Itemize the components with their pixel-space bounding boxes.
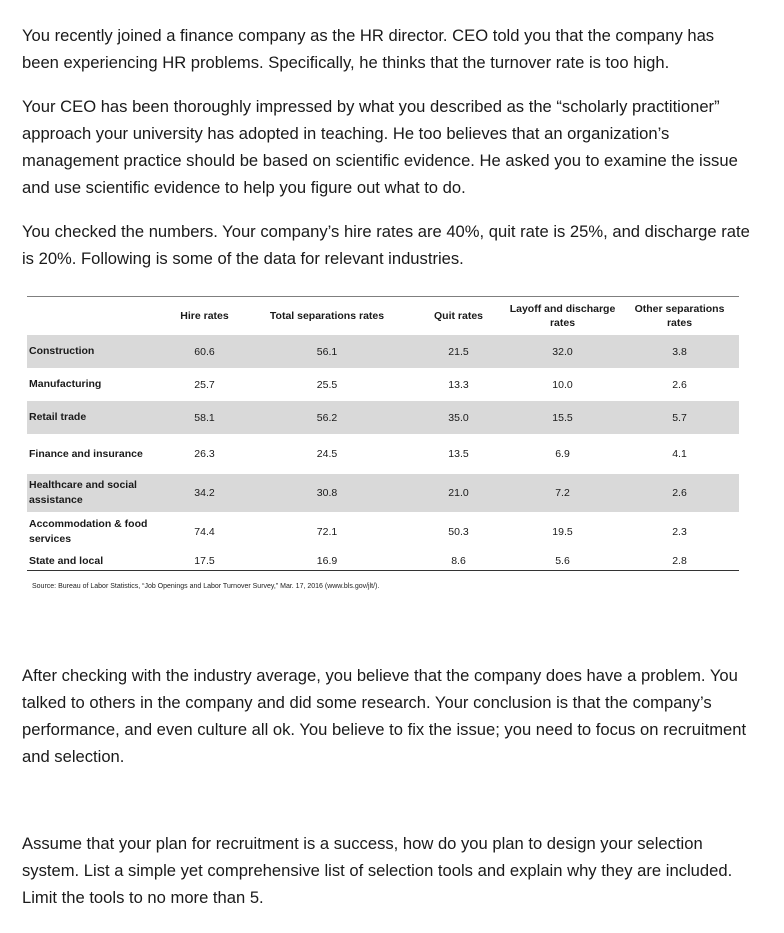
value-cell: 25.5	[316, 378, 338, 391]
value-cell: 5.7	[620, 401, 739, 434]
table-row	[27, 512, 739, 552]
value-cell: 13.5	[448, 448, 469, 460]
header-cell: Layoff and discharge rates	[509, 303, 616, 329]
table-row	[27, 434, 739, 474]
value-cell: 34.2	[167, 474, 242, 512]
numbers-paragraph: You checked the numbers. Your company’s hire rates are 40%, quit rate is 25%, and discharge rate is 20%. Following is some of the data for relevant industries.	[22, 222, 750, 268]
value-cell: 74.4	[194, 526, 215, 538]
table-row	[27, 368, 739, 401]
value-cell: 58.1	[167, 401, 242, 434]
value-cell: 72.1	[316, 526, 338, 538]
header-cell: Total separations rates	[269, 310, 385, 322]
value-cell: 7.2	[505, 474, 620, 512]
value-cell: 2.6	[620, 474, 739, 512]
value-cell: 16.9	[242, 552, 412, 571]
table-source-note: Source: Bureau of Labor Statistics, “Job Openings and Labor Turnover Survey,” Mar. 17, 2016 (www.bls.gov/jlt/).	[32, 583, 380, 590]
value-cell: 56.1	[242, 335, 412, 368]
header-cell	[27, 297, 167, 336]
value-cell: 3.8	[620, 335, 739, 368]
industry-cell: Finance and insurance	[29, 447, 143, 460]
table-row	[27, 552, 739, 571]
conclusion-paragraph: After checking with the industry average, you believe that the company does have a problem. You talked to others in the company and did some research. Your conclusion is that the company’s performance, and even culture all ok. You believe to fix the issue; you need to focus on recruitment and selection.	[22, 666, 747, 766]
industry-cell: Construction	[27, 335, 167, 368]
value-cell: 2.3	[672, 526, 687, 538]
value-cell: 24.5	[316, 448, 338, 460]
table-header-row	[27, 297, 739, 336]
industry-cell: Retail trade	[27, 401, 167, 434]
value-cell: 8.6	[412, 552, 505, 571]
value-cell: 17.5	[167, 552, 242, 571]
header-cell: Quit rates	[433, 310, 483, 322]
turnover-table	[27, 296, 739, 571]
value-cell: 26.3	[194, 448, 215, 460]
header-cell: Other separations rates	[634, 303, 725, 329]
value-cell: 56.2	[242, 401, 412, 434]
industry-cell: State and local	[27, 552, 167, 571]
industry-cell: Healthcare and social assistance	[27, 474, 167, 512]
header-cell: Hire rates	[180, 310, 229, 322]
value-cell: 15.5	[505, 401, 620, 434]
value-cell: 13.3	[448, 378, 469, 391]
table-row	[27, 335, 739, 368]
value-cell: 21.5	[412, 335, 505, 368]
value-cell: 6.9	[555, 448, 570, 460]
table-row	[27, 401, 739, 434]
value-cell: 25.7	[194, 378, 215, 391]
value-cell: 5.6	[505, 552, 620, 571]
value-cell: 32.0	[505, 335, 620, 368]
value-cell: 4.1	[672, 448, 687, 460]
value-cell: 30.8	[242, 474, 412, 512]
industry-cell: Manufacturing	[29, 378, 102, 390]
value-cell: 35.0	[412, 401, 505, 434]
table-row	[27, 474, 739, 512]
value-cell: 19.5	[552, 526, 573, 538]
value-cell: 2.6	[672, 378, 687, 391]
value-cell: 50.3	[448, 526, 469, 538]
industry-cell: Accommodation & food services	[29, 518, 148, 545]
value-cell: 21.0	[412, 474, 505, 512]
intro-paragraph: You recently joined a finance company as the HR director. CEO told you that the company has been experiencing HR problems. Specifically, he thinks that the turnover rate is too high.	[22, 26, 715, 72]
ceo-paragraph: Your CEO has been thoroughly impressed by what you described as the “scholarly practitioner” approach your university has adopted in teaching. He too believes that an organization’s management practice should be based on scientific evidence. He asked you to examine the issue and use scientific evidence to help you figure out what to do.	[22, 97, 738, 197]
value-cell: 60.6	[167, 335, 242, 368]
value-cell: 2.8	[620, 552, 739, 571]
task-paragraph: Assume that your plan for recruitment is a success, how do you plan to design your selection system. List a simple yet comprehensive list of selection tools and explain why they are included. Limit the tools to no more than 5.	[22, 834, 733, 907]
value-cell: 10.0	[552, 378, 573, 391]
